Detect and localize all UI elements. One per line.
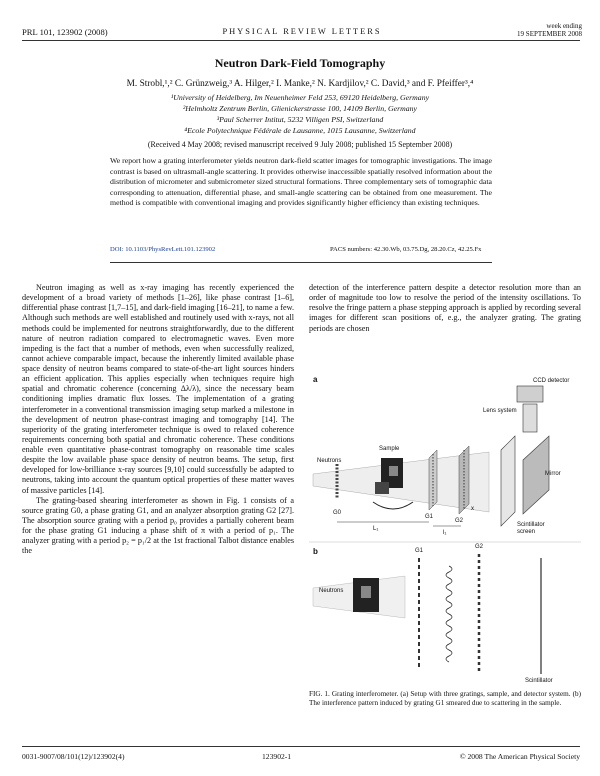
grating-g1 [429, 450, 437, 510]
left-column [22, 283, 294, 556]
g2-label: G2 [455, 518, 464, 524]
xg-label: x [471, 506, 474, 512]
distance-d-label: l₁ [443, 530, 447, 536]
journal-name: PHYSICAL REVIEW LETTERS [222, 27, 382, 36]
doi-text[interactable]: DOI: 10.1103/PhysRevLett.101.123902 [110, 246, 216, 253]
b-g2-label: G2 [475, 544, 484, 550]
week-label: week ending [546, 22, 582, 30]
sample-label: Sample [379, 446, 400, 452]
scintillator-screen-shape [501, 436, 515, 526]
b-scintillator-label: Scintillator [525, 678, 553, 684]
affiliation-1: ¹University of Heidelberg, Im Neuenheimer Feld 253, 69120 Heidelberg, Germany [170, 93, 430, 102]
scintillator-label-2: screen [517, 529, 536, 535]
g1-label: G1 [425, 514, 434, 520]
footer-copyright: © 2008 The American Physical Society [459, 752, 580, 761]
lens-label: Lens system [483, 408, 517, 414]
pacs-numbers: PACS numbers: 42.30.Wb, 03.75.Dg, 28.20.Cz, 42.25.Fx [330, 246, 482, 253]
author-list: M. Strobl,¹,² C. Grünzweig,³ A. Hilger,² I. Manke,² N. Kardjilov,² C. David,³ and F. Pfeiffer³,⁴ [126, 79, 474, 89]
journal-reference: PRL 101, 123902 (2008) [22, 27, 108, 37]
affiliation-2: ²Helmholtz Zentrum Berlin, Glienickerstrasse 100, 14109 Berlin, Germany [182, 104, 418, 113]
issue-date [517, 22, 582, 38]
panel-b-label: b [313, 547, 318, 556]
interference-pattern [446, 566, 452, 662]
mirror-label: Mirror [545, 471, 561, 477]
g0-label: G0 [333, 510, 342, 516]
abstract: We report how a grating interferometer yields neutron dark-field scatter images for tomographic investigations. The image contrast is based on ultrasmall-angle scattering. It provides otherwise inaccessible spatially resolved information about the distribution of micrometer and submicrometer sized structural formations. Three complementary sets of tomographic data corresponding to attenuation, differential phase, and small-angle scattering can be obtained from one measurement. The method is compatible with conventional imaging and provides significantly higher efficiency than existing techniques. [110, 156, 493, 208]
header-rule [22, 40, 580, 41]
grating-g2 [459, 446, 469, 514]
neutrons-label: Neutrons [317, 458, 342, 464]
figure-caption: FIG. 1. Grating interferometer. (a) Setup with three gratings, sample, and detector system. (b) The interference pattern induced by grating G1 smeared due to scattering in the sample. [309, 690, 581, 708]
lens-system-shape [523, 404, 537, 432]
article-title: Neutron Dark-Field Tomography [214, 56, 386, 70]
rotation-arrow [373, 502, 413, 509]
running-header [22, 24, 582, 38]
panel-a-label: a [313, 375, 318, 384]
b-neutrons-label: Neutrons [319, 588, 344, 594]
b-sample-object [353, 578, 379, 612]
scintillator-label-1: Scintillator [517, 522, 545, 528]
distance-l1-label: L₁ [373, 526, 379, 532]
week-date: 19 SEPTEMBER 2008 [517, 30, 582, 38]
paragraph-setup: The grating-based shearing interferometer as shown in Fig. 1 consists of a source grating G0, a phase grating G1, and an analyzer absorption grating G2 [27]. The absorption source grating with a period p₀ provides a partially coherent beam for the phase grating G1 inducing a phase shift of π with a period of p₁. The analyzer grating with a period p₂ = p₁/2 at the 1st fractional Talbot distance enables the [22, 495, 294, 556]
ccd-label: CCD detector [533, 378, 570, 384]
paragraph-intro: Neutron imaging as well as x-ray imaging has recently experienced the development of a broad variety of methods [1–26], like phase contrast [1–6], differential phase contrast [1,7–15], and dark-field imaging [16–21], to name a few. Although such methods are well established and routinely used with x-rays, not all methods could be implemented for neutrons straightforwardly, due to the different nature of neutron radiation compared to electromagnetic waves. Even more impeding is the fact that a number of methods, even when successfully realized, cannot achieve comparable impact, because the inherently limited available phase space density of neutron beams compared to state-of-the-art light sources hinders an efficient application. This applies especially when techniques require high spatial and chromatic coherence (concerning Δλ/λ), since the necessary beam conditioning implies dramatic flux losses. The implementation of a grating interferometer in a conventional transmission imaging setup marked a milestone in the development of neutron phase-contrast imaging and tomography [14]. The superiority of the grating interferometer technique is owed to relaxed coherence requirements concerning both spatial and chromatic coherence. These conditions enable even quantitative phase-contrast tomography on reasonable time scales despite the low available phase space density of neutron beams. The setup, first developed for low-brilliance x-ray sources [9,10] could successfully be adapted to neutrons, taking into account the quantum optical properties of these matter waves of massive particles [14]. [22, 283, 294, 495]
ccd-detector-shape [517, 386, 543, 402]
footer-page-number: 123902-1 [262, 752, 292, 761]
received-dates: (Received 4 May 2008; revised manuscript received 9 July 2008; published 15 September 2008) [147, 140, 453, 149]
affiliation-4: ⁴Ecole Polytechnique Fédérale de Lausanne, 1015 Lausanne, Switzerland [184, 126, 416, 135]
b-g1-label: G1 [415, 548, 424, 554]
abstract-rule [110, 262, 492, 263]
paragraph-continued: detection of the interference pattern despite a detector resolution more than an order of magnitude too low to resolve the period of the intensity oscillations. To resolve the fringe pattern a phase stepping approach is applied by recording several images for different scan positions of, e.g., the analyzer grating. The grating periods are chosen [309, 283, 581, 333]
footer-issn: 0031-9007/08/101(12)/123902(4) [22, 752, 125, 761]
figure-1 [309, 370, 581, 688]
footer-rule [22, 746, 580, 747]
right-column [309, 283, 581, 334]
affiliation-3: ³Paul Scherrer Intitut, 5232 Villigen PSI, Switzerland [216, 115, 384, 124]
doi-link[interactable] [110, 246, 215, 253]
